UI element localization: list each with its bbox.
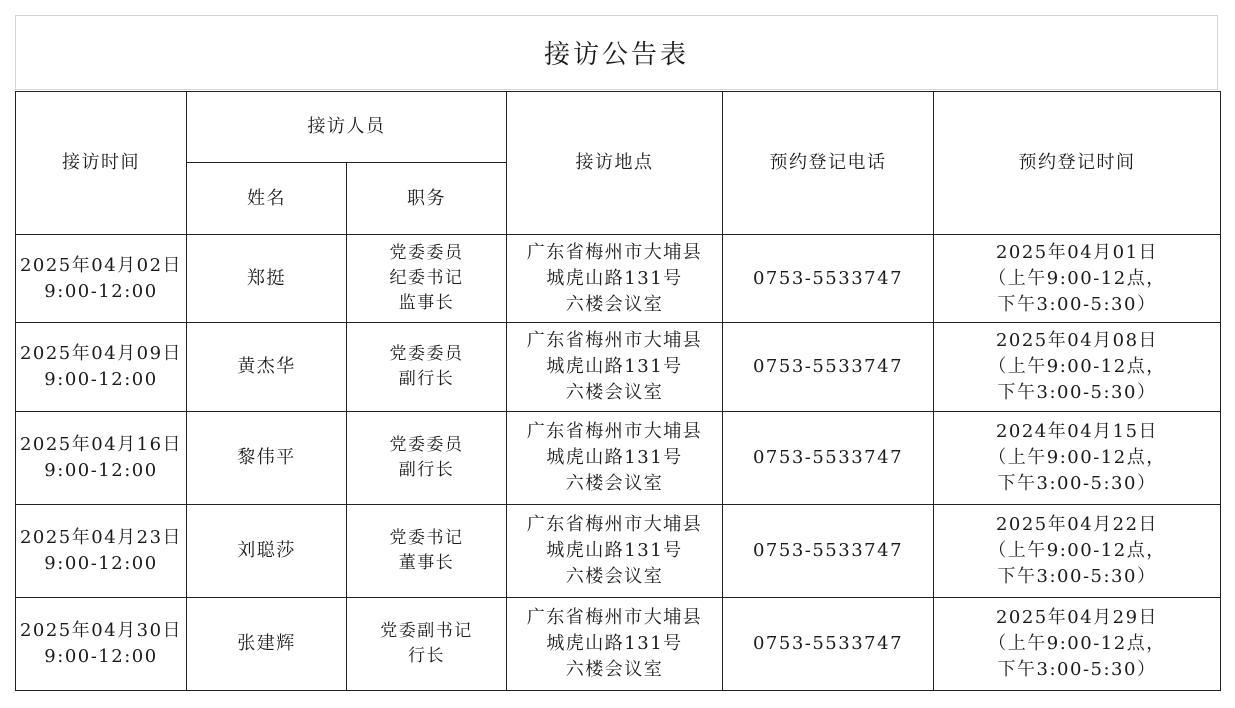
booking-time-cell <box>934 235 1221 323</box>
booking-time-line: 2025年04月01日 <box>995 241 1159 263</box>
booking-time-line: （上午9:00-12点， <box>988 267 1166 289</box>
official-name: 张建辉 <box>237 633 296 654</box>
official-position-cell <box>347 323 507 412</box>
booking-phone: 0753-5533747 <box>752 540 904 561</box>
table-row <box>16 505 1221 598</box>
page-title: 接访公告表 <box>15 15 1218 90</box>
booking-time-line: 下午3:00-5:30） <box>997 473 1157 494</box>
reception-time-cell <box>16 323 187 412</box>
header-location: 接访地点 <box>507 92 723 235</box>
booking-time-cell <box>934 505 1221 598</box>
booking-phone-cell <box>723 235 934 323</box>
official-position-cell <box>347 598 507 691</box>
booking-time-line: （上午9:00-12点， <box>988 540 1166 561</box>
table-row <box>16 598 1221 691</box>
header-row <box>16 92 1221 163</box>
official-position-line: 副行长 <box>398 460 455 480</box>
reception-date: 2025年04月16日 <box>19 434 183 455</box>
reception-date: 2025年04月23日 <box>19 527 183 548</box>
location-line: 城虎山路131号 <box>546 447 683 468</box>
official-position-cell <box>347 412 507 505</box>
reception-schedule-table <box>15 91 1221 691</box>
reception-date: 2025年04月09日 <box>19 343 183 364</box>
booking-phone: 0753-5533747 <box>752 633 904 654</box>
booking-phone: 0753-5533747 <box>752 267 904 289</box>
reception-date: 2025年04月30日 <box>19 620 183 641</box>
table-row <box>16 412 1221 505</box>
location-line: 广东省梅州市大埔县 <box>526 607 703 628</box>
official-position-cell <box>347 235 507 323</box>
official-position-line: 党委委员 <box>389 344 464 364</box>
booking-time-cell <box>934 412 1221 505</box>
header-time: 接访时间 <box>16 92 187 235</box>
booking-time-line: 2025年04月29日 <box>995 607 1159 628</box>
booking-time-line: 2024年04月15日 <box>995 421 1159 442</box>
reception-location-cell <box>507 235 723 323</box>
official-name-cell <box>187 412 347 505</box>
booking-time-line: 2025年04月08日 <box>995 330 1159 351</box>
official-name-cell <box>187 505 347 598</box>
location-line: 六楼会议室 <box>565 659 664 680</box>
booking-time-line: （上午9:00-12点， <box>988 356 1166 377</box>
reception-time-cell <box>16 598 187 691</box>
official-name-cell <box>187 235 347 323</box>
header-phone: 预约登记电话 <box>723 92 934 235</box>
header-personnel: 接访人员 <box>187 92 507 163</box>
official-position-cell <box>347 505 507 598</box>
reception-hours: 9:00-12:00 <box>44 369 158 390</box>
reception-time-cell <box>16 412 187 505</box>
location-line: 城虎山路131号 <box>546 633 683 654</box>
table-row <box>16 235 1221 323</box>
reception-hours: 9:00-12:00 <box>44 280 158 302</box>
official-position-line: 党委书记 <box>389 528 464 548</box>
header-position: 职务 <box>347 163 507 235</box>
booking-phone-cell <box>723 505 934 598</box>
location-line: 六楼会议室 <box>565 566 664 587</box>
official-name-cell <box>187 598 347 691</box>
location-line: 城虎山路131号 <box>546 267 683 289</box>
official-position-line: 副行长 <box>398 369 455 389</box>
official-name: 黄杰华 <box>237 356 296 377</box>
booking-phone-cell <box>723 598 934 691</box>
location-line: 广东省梅州市大埔县 <box>526 421 703 442</box>
booking-time-cell <box>934 598 1221 691</box>
location-line: 六楼会议室 <box>565 293 664 315</box>
booking-time-line: （上午9:00-12点， <box>988 633 1166 654</box>
official-name: 刘聪莎 <box>237 540 296 561</box>
table-row <box>16 323 1221 412</box>
reception-location-cell <box>507 505 723 598</box>
official-position-line: 党委委员 <box>389 435 464 455</box>
booking-phone: 0753-5533747 <box>752 356 904 377</box>
location-line: 广东省梅州市大埔县 <box>526 330 703 351</box>
official-position-line: 纪委书记 <box>389 268 464 288</box>
official-position-line: 董事长 <box>398 553 455 573</box>
reception-location-cell <box>507 323 723 412</box>
reception-time-cell <box>16 235 187 323</box>
location-line: 城虎山路131号 <box>546 356 683 377</box>
booking-time-line: 下午3:00-5:30） <box>997 566 1157 587</box>
header-booking-time: 预约登记时间 <box>934 92 1221 235</box>
reception-location-cell <box>507 412 723 505</box>
booking-time-line: 2025年04月22日 <box>995 514 1159 535</box>
booking-phone-cell <box>723 323 934 412</box>
booking-phone-cell <box>723 412 934 505</box>
official-position-line: 监事长 <box>398 293 455 313</box>
reception-hours: 9:00-12:00 <box>44 460 158 481</box>
booking-time-line: 下午3:00-5:30） <box>997 659 1157 680</box>
reception-hours: 9:00-12:00 <box>44 553 158 574</box>
location-line: 广东省梅州市大埔县 <box>526 241 703 263</box>
official-position-line: 党委委员 <box>389 243 464 263</box>
reception-location-cell <box>507 598 723 691</box>
location-line: 六楼会议室 <box>565 473 664 494</box>
reception-date: 2025年04月02日 <box>19 254 183 276</box>
booking-time-line: 下午3:00-5:30） <box>997 382 1157 403</box>
official-name-cell <box>187 323 347 412</box>
booking-phone: 0753-5533747 <box>752 447 904 468</box>
booking-time-cell <box>934 323 1221 412</box>
location-line: 城虎山路131号 <box>546 540 683 561</box>
location-line: 六楼会议室 <box>565 382 664 403</box>
reception-time-cell <box>16 505 187 598</box>
booking-time-line: （上午9:00-12点， <box>988 447 1166 468</box>
reception-hours: 9:00-12:00 <box>44 646 158 667</box>
official-name: 郑挺 <box>247 267 286 289</box>
official-name: 黎伟平 <box>237 447 296 468</box>
official-position-line: 行长 <box>408 646 445 666</box>
header-name: 姓名 <box>187 163 347 235</box>
location-line: 广东省梅州市大埔县 <box>526 514 703 535</box>
official-position-line: 党委副书记 <box>380 621 473 641</box>
booking-time-line: 下午3:00-5:30） <box>997 293 1157 315</box>
